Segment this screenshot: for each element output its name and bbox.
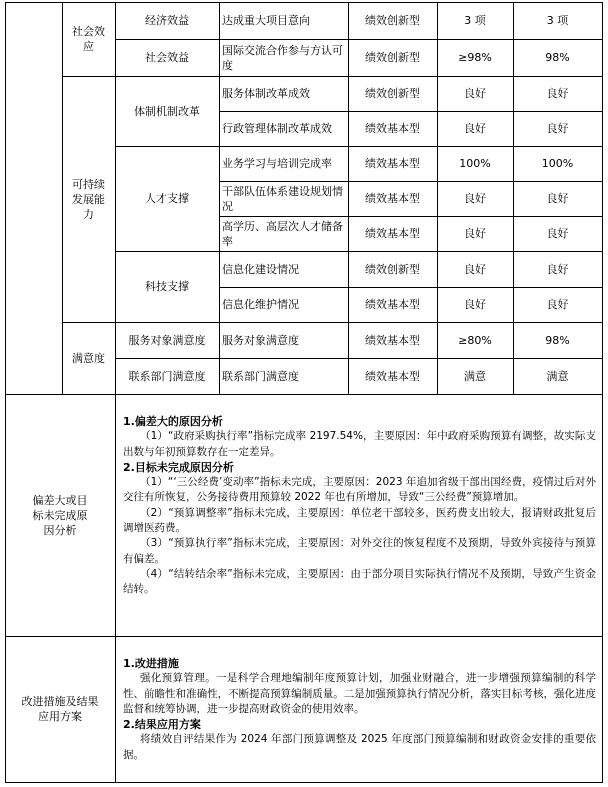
measures-paragraph: 强化预算管理。一是科学合理地编制年度预算计划，加强业财融合，进一步增强预算编制的科学性、前瞻性和准确性，不断提高预算编制质量。二是加强预算执行情况分析，落实目标考核，强化进度监督和统筹协调，进一步提高财政资金的使用效率。 — [123, 672, 596, 715]
actual-value: 3 项 — [546, 14, 569, 27]
indicator-type: 绩效基本型 — [365, 157, 420, 170]
indicator-name: 信息化维护情况 — [222, 298, 299, 311]
measures-label: 改进措施及结果应用方案 — [21, 695, 99, 723]
subcategory: 联系部门满意度 — [128, 369, 206, 383]
measures-heading-2: 2.结果应用方案 — [123, 718, 201, 732]
actual-value: 良好 — [546, 262, 569, 276]
indicator-type: 绩效基本型 — [365, 122, 420, 135]
indicator-name: 服务对象满意度 — [222, 333, 299, 347]
deviation-heading-1: 1.偏差大的原因分析 — [123, 415, 223, 428]
indicator-type: 绩效创新型 — [365, 262, 420, 276]
indicator-name: 信息化建设情况 — [222, 262, 299, 276]
deviation-label: 偏差大或目标未完成原因分析 — [32, 493, 88, 537]
table-border-right — [602, 2, 603, 783]
subcategory: 人才支撑 — [145, 192, 189, 205]
deviation-paragraph: （2）“预算调整率”指标未完成，主要原因：单位老干部较多，医药费支出较大，报请财政批复后调增医药费。 — [123, 506, 596, 535]
category-social: 社会效应 — [72, 25, 105, 53]
measures-content — [123, 656, 596, 763]
actual-value: 良好 — [546, 298, 569, 311]
indicator-name: 干部队伍体系建设规划情况 — [222, 184, 343, 213]
target-value: 良好 — [464, 262, 486, 276]
subcategory: 社会效益 — [145, 51, 189, 64]
target-value: 良好 — [464, 192, 486, 205]
indicator-type: 绩效基本型 — [365, 298, 420, 311]
indicator-type: 绩效基本型 — [365, 369, 420, 383]
actual-value: 良好 — [546, 87, 569, 100]
indicator-name: 达成重大项目意向 — [222, 14, 310, 27]
subcategory: 服务对象满意度 — [128, 333, 206, 347]
indicator-type: 绩效基本型 — [365, 333, 420, 347]
deviation-paragraph: （1）“‘三公经费’变动率”指标未完成，主要原因：2023 年追加省级干部出国经费，疫情过后对外交往有所恢复，公务接待费用预算较 2022 年也有所增加，导致“三公经费”预算增加。 — [123, 476, 596, 504]
target-value: ≥80% — [458, 333, 492, 347]
subcategory: 体制机制改革 — [134, 104, 200, 118]
indicator-type: 绩效基本型 — [365, 192, 420, 205]
indicator-name: 业务学习与培训完成率 — [222, 157, 332, 170]
target-value: 良好 — [464, 227, 486, 240]
col-divider — [115, 394, 116, 783]
indicator-name: 联系部门满意度 — [222, 369, 299, 383]
indicator-name: 高学历、高层次人才储备率 — [222, 219, 343, 248]
target-value: 3 项 — [464, 14, 486, 27]
actual-value: 100% — [541, 157, 574, 170]
deviation-paragraph: （1）“政府采购执行率”指标完成率 2197.54%，主要原因：年中政府采购预算有调整，故实际支出数与年初预算数存在一定差异。 — [123, 430, 596, 458]
subcategory: 科技支撑 — [145, 280, 189, 293]
indicator-type: 绩效创新型 — [365, 51, 420, 64]
target-value: 良好 — [464, 122, 486, 135]
actual-value: 良好 — [546, 192, 569, 205]
actual-value: 满意 — [546, 369, 569, 383]
target-value: 良好 — [464, 87, 486, 100]
indicator-name: 行政管理体制改革成效 — [222, 122, 332, 135]
actual-value: 98% — [545, 333, 570, 347]
target-value: 100% — [459, 157, 491, 170]
indicator-type: 绩效创新型 — [365, 14, 420, 27]
measures-heading-1: 1.改进措施 — [123, 657, 179, 670]
category-satisfaction: 满意度 — [72, 351, 105, 365]
actual-value: 98% — [545, 51, 570, 64]
target-value: 良好 — [464, 298, 486, 311]
category-sustainable: 可持续发展能力 — [72, 177, 105, 221]
target-value: 满意 — [464, 369, 486, 383]
deviation-heading-2: 2.目标未完成原因分析 — [123, 460, 234, 474]
measures-paragraph: 将绩效自评结果作为 2024 年部门预算调整及 2025 年度部门预算编制和财政资金安排的重要依据。 — [123, 733, 596, 761]
indicator-type: 绩效创新型 — [365, 87, 420, 100]
deviation-analysis — [123, 414, 596, 598]
actual-value: 良好 — [546, 227, 569, 240]
deviation-paragraph: （3）“预算执行率”指标未完成，主要原因：对外交往的恢复程度不及预期，导致外宾接待与预算有偏差。 — [123, 537, 596, 565]
indicator-name: 国际交流合作参与方认可度 — [222, 43, 343, 72]
subcategory: 经济效益 — [145, 14, 189, 27]
actual-value: 良好 — [546, 122, 569, 135]
table-border-bottom — [5, 782, 603, 783]
indicator-type: 绩效基本型 — [365, 227, 420, 240]
target-value: ≥98% — [458, 51, 492, 64]
deviation-paragraph: （4）“结转结余率”指标未完成，主要原因：由于部分项目实际执行情况不及预期，导致产生资金结转。 — [123, 567, 596, 596]
indicator-name: 服务体制改革成效 — [222, 87, 310, 100]
